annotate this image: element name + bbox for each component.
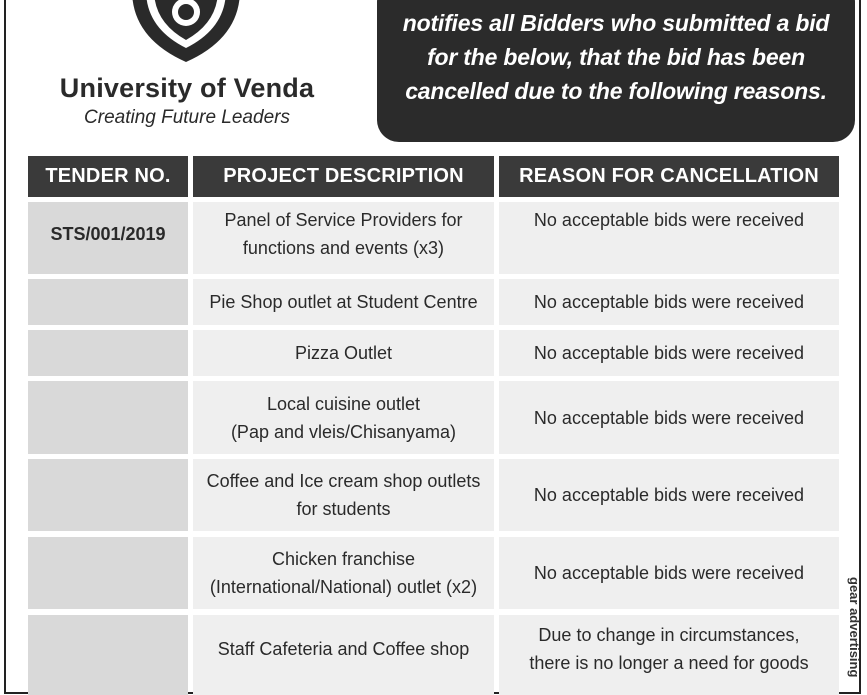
tender-number-cell xyxy=(28,330,188,376)
university-name: University of Venda xyxy=(59,73,315,103)
cancellation-reason-cell xyxy=(499,459,839,531)
notice-line: cancelled due to the following reasons. xyxy=(405,78,827,104)
description-line: Chicken franchise xyxy=(271,549,416,569)
project-description-cell xyxy=(193,537,494,609)
notice-line: for the below, that the bid has been xyxy=(427,44,805,70)
description-line: functions and events (x3) xyxy=(242,238,445,258)
cancellation-reason-cell xyxy=(499,615,839,695)
project-description-cell xyxy=(193,459,494,531)
cancellation-reason-cell xyxy=(499,279,839,325)
column-header-description: PROJECT DESCRIPTION xyxy=(193,156,494,197)
project-description-cell xyxy=(193,279,494,325)
tender-number-cell xyxy=(28,537,188,609)
reason-line: Due to change in circumstances, xyxy=(538,625,800,645)
tender-number-cell xyxy=(28,202,188,274)
agency-credit-text: gear advertising xyxy=(847,577,862,678)
project-description-cell xyxy=(193,381,494,454)
reason-line: No acceptable bids were received xyxy=(533,343,805,363)
reason-line: No acceptable bids were received xyxy=(533,407,805,428)
description-line: Panel of Service Providers for xyxy=(224,210,463,230)
reason-line: No acceptable bids were received xyxy=(533,292,805,312)
cancellation-notice xyxy=(377,0,855,142)
description-line: (Pap and vleis/Chisanyama) xyxy=(230,421,457,442)
description-line: Local cuisine outlet xyxy=(266,393,421,414)
description-line: Pizza Outlet xyxy=(294,343,393,363)
cancellation-reason-cell xyxy=(499,537,839,609)
description-line: Coffee and Ice cream shop outlets xyxy=(206,471,481,491)
project-description-cell xyxy=(193,202,494,274)
reason-line: No acceptable bids were received xyxy=(533,210,805,230)
cancellation-reason-cell xyxy=(499,330,839,376)
tender-number-cell xyxy=(28,381,188,454)
reason-line: there is no longer a need for goods xyxy=(529,653,809,673)
description-line: Staff Cafeteria and Coffee shop xyxy=(217,639,470,659)
column-header-reason: REASON FOR CANCELLATION xyxy=(499,156,839,197)
project-description-cell xyxy=(193,615,494,695)
reason-line: No acceptable bids were received xyxy=(533,563,805,583)
agency-credit xyxy=(844,577,864,678)
university-shield-logo xyxy=(126,0,246,64)
cancellation-reason-cell xyxy=(499,202,839,274)
tender-number-cell xyxy=(28,615,188,695)
tender-number: STS/001/2019 xyxy=(50,224,166,244)
project-description-cell xyxy=(193,330,494,376)
tender-number-cell xyxy=(28,279,188,325)
cancellation-reason-cell xyxy=(499,381,839,454)
column-header-tender: TENDER NO. xyxy=(28,156,188,197)
tender-number-cell xyxy=(28,459,188,531)
description-line: (International/National) outlet (x2) xyxy=(209,577,478,597)
notice-line: notifies all Bidders who submitted a bid xyxy=(402,10,830,36)
reason-line: No acceptable bids were received xyxy=(533,485,805,505)
description-line: Pie Shop outlet at Student Centre xyxy=(209,292,478,312)
university-tagline: Creating Future Leaders xyxy=(84,107,290,128)
description-line: for students xyxy=(296,499,391,519)
